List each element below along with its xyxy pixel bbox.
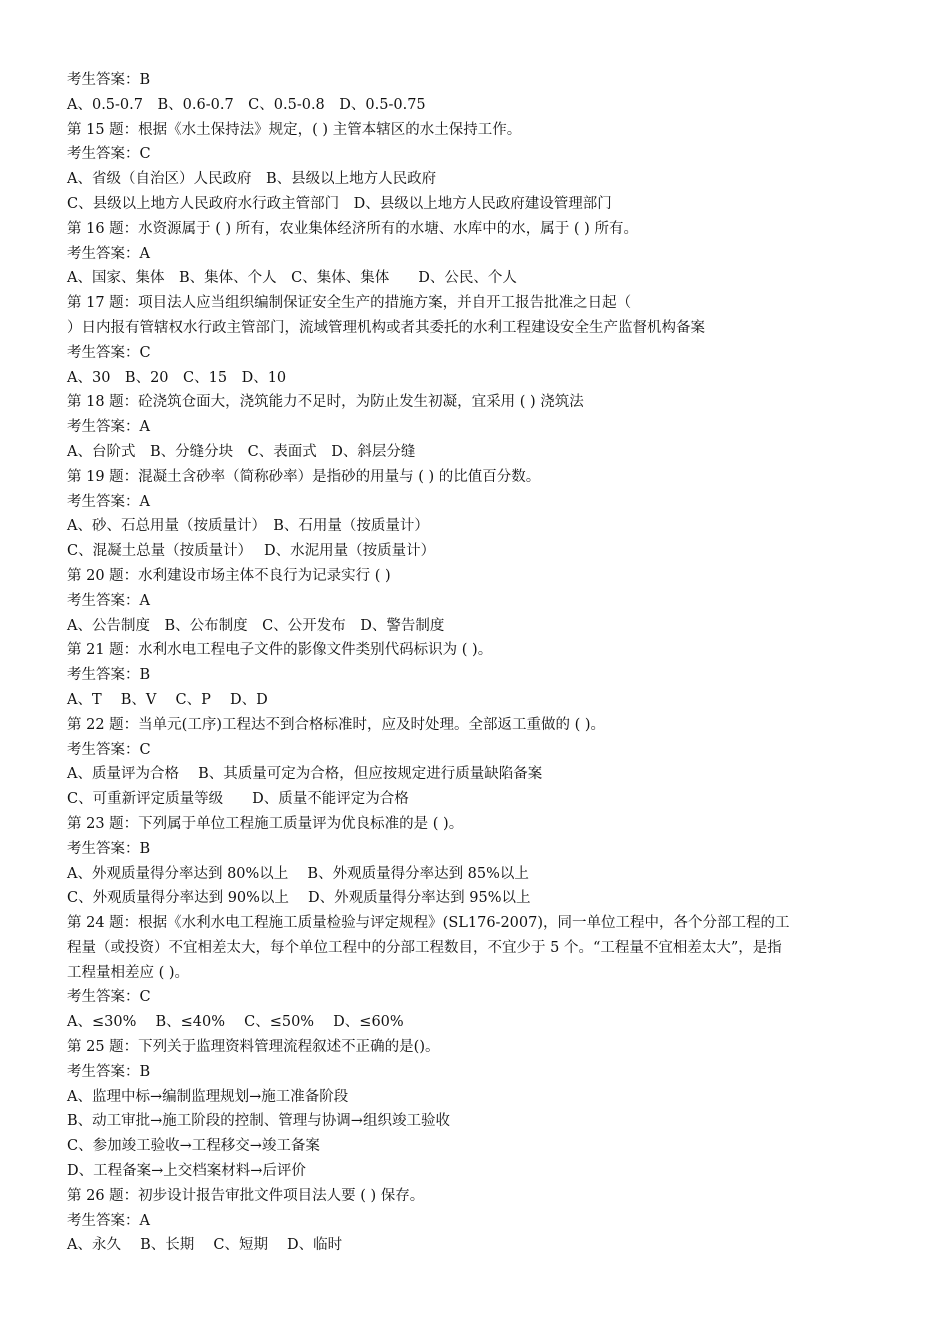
text-line: A、砂、石总用量（按质量计） B、石用量（按质量计） xyxy=(67,518,429,535)
text-line: A、质量评为合格 B、其质量可定为合格，但应按规定进行质量缺陷备案 xyxy=(67,766,543,783)
document-page xyxy=(67,68,897,1258)
text-line: 考生答案：A xyxy=(67,493,150,510)
text-line: A、永久 B、长期 C、短期 D、临时 xyxy=(67,1237,343,1254)
text-line: 第 25 题：下列关于监理资料管理流程叙述不正确的是()。 xyxy=(67,1039,440,1056)
text-line: 考生答案：C xyxy=(67,989,151,1006)
text-line: 第 17 题：项目法人应当组织编制保证安全生产的措施方案，并自开工报告批准之日起（ xyxy=(67,295,632,312)
text-line: 第 22 题：当单元(工序)工程达不到合格标准时，应及时处理。全部返工重做的 ( )。 xyxy=(67,716,606,733)
text-line: C、外观质量得分率达到 90%以上 D、外观质量得分率达到 95%以上 xyxy=(67,890,531,907)
text-line: 第 19 题：混凝土含砂率（简称砂率）是指砂的用量与 ( ) 的比值百分数。 xyxy=(67,468,541,485)
text-line: A、省级（自治区）人民政府 B、县级以上地方人民政府 xyxy=(67,171,437,188)
text-line: 第 21 题：水利水电工程电子文件的影像文件类别代码标识为 ( )。 xyxy=(67,642,493,659)
text-line: 考生答案：C xyxy=(67,741,151,758)
text-line: C、混凝土总量（按质量计） D、水泥用量（按质量计） xyxy=(67,543,436,560)
text-line: 第 20 题：水利建设市场主体不良行为记录实行 ( ) xyxy=(67,567,391,584)
text-line: 第 26 题：初步设计报告审批文件项目法人要 ( ) 保存。 xyxy=(67,1187,425,1204)
text-line: ）日内报有管辖权水行政主管部门，流域管理机构或者其委托的水利工程建设安全生产监督机构备案 xyxy=(67,319,705,336)
text-line: D、工程备案→上交档案材料→后评价 xyxy=(67,1163,306,1180)
text-line: 考生答案：A xyxy=(67,419,150,436)
text-line: 第 24 题：根据《水利水电工程施工质量检验与评定规程》(SL176-2007)，同一单位工程中，各个分部工程的工 xyxy=(67,915,790,932)
text-line: C、参加竣工验收→工程移交→竣工备案 xyxy=(67,1138,320,1155)
text-line: A、T B、V C、P D、D xyxy=(67,691,268,708)
text-line: 考生答案：B xyxy=(67,72,151,88)
text-line: 考生答案：A xyxy=(67,245,150,262)
text-line: 第 23 题：下列属于单位工程施工质量评为优良标准的是 ( )。 xyxy=(67,815,464,832)
text-line: 程量（或投资）不宜相差太大，每个单位工程中的分部工程数目，不宜少于 5 个。“工程量不宜相差太大”，是指 xyxy=(67,939,782,956)
text-line: A、监理中标→编制监理规划→施工准备阶段 xyxy=(67,1088,349,1105)
text-line: A、台阶式 B、分缝分块 C、表面式 D、斜层分缝 xyxy=(67,443,416,460)
text-line: 考生答案：B xyxy=(67,1063,151,1080)
text-line: 考生答案：B xyxy=(67,840,151,857)
text-line: 考生答案：A xyxy=(67,592,150,609)
text-line: 第 18 题：砼浇筑仓面大，浇筑能力不足时，为防止发生初凝，宜采用 ( ) 浇筑法 xyxy=(67,394,584,411)
text-line: A、外观质量得分率达到 80%以上 B、外观质量得分率达到 85%以上 xyxy=(67,865,529,882)
text-line: 第 16 题：水资源属于 ( ) 所有，农业集体经济所有的水塘、水库中的水，属于 ( ) 所有。 xyxy=(67,220,638,237)
text-line: A、公告制度 B、公布制度 C、公开发布 D、警告制度 xyxy=(67,617,445,634)
text-line: B、动工审批→施工阶段的控制、管理与协调→组织竣工验收 xyxy=(67,1113,450,1130)
text-line: 考生答案：A xyxy=(67,1212,150,1229)
text-line: A、国家、集体 B、集体、个人 C、集体、集体 D、公民、个人 xyxy=(67,270,517,287)
text-line: 第 15 题：根据《水土保持法》规定，( ) 主管本辖区的水土保持工作。 xyxy=(67,121,522,138)
text-line: A、0.5-0.7 B、0.6-0.7 C、0.5-0.8 D、0.5-0.75 xyxy=(67,96,426,113)
text-line: C、县级以上地方人民政府水行政主管部门 D、县级以上地方人民政府建设管理部门 xyxy=(67,195,612,212)
text-line: 考生答案：B xyxy=(67,667,151,684)
text-line: A、30 B、20 C、15 D、10 xyxy=(67,369,287,386)
text-line: 考生答案：C xyxy=(67,344,151,361)
text-line: C、可重新评定质量等级 D、质量不能评定为合格 xyxy=(67,791,409,808)
text-line: A、≤30% B、≤40% C、≤50% D、≤60% xyxy=(67,1014,404,1031)
text-line: 工程量相差应 ( )。 xyxy=(67,964,190,981)
text-line: 考生答案：C xyxy=(67,146,151,163)
